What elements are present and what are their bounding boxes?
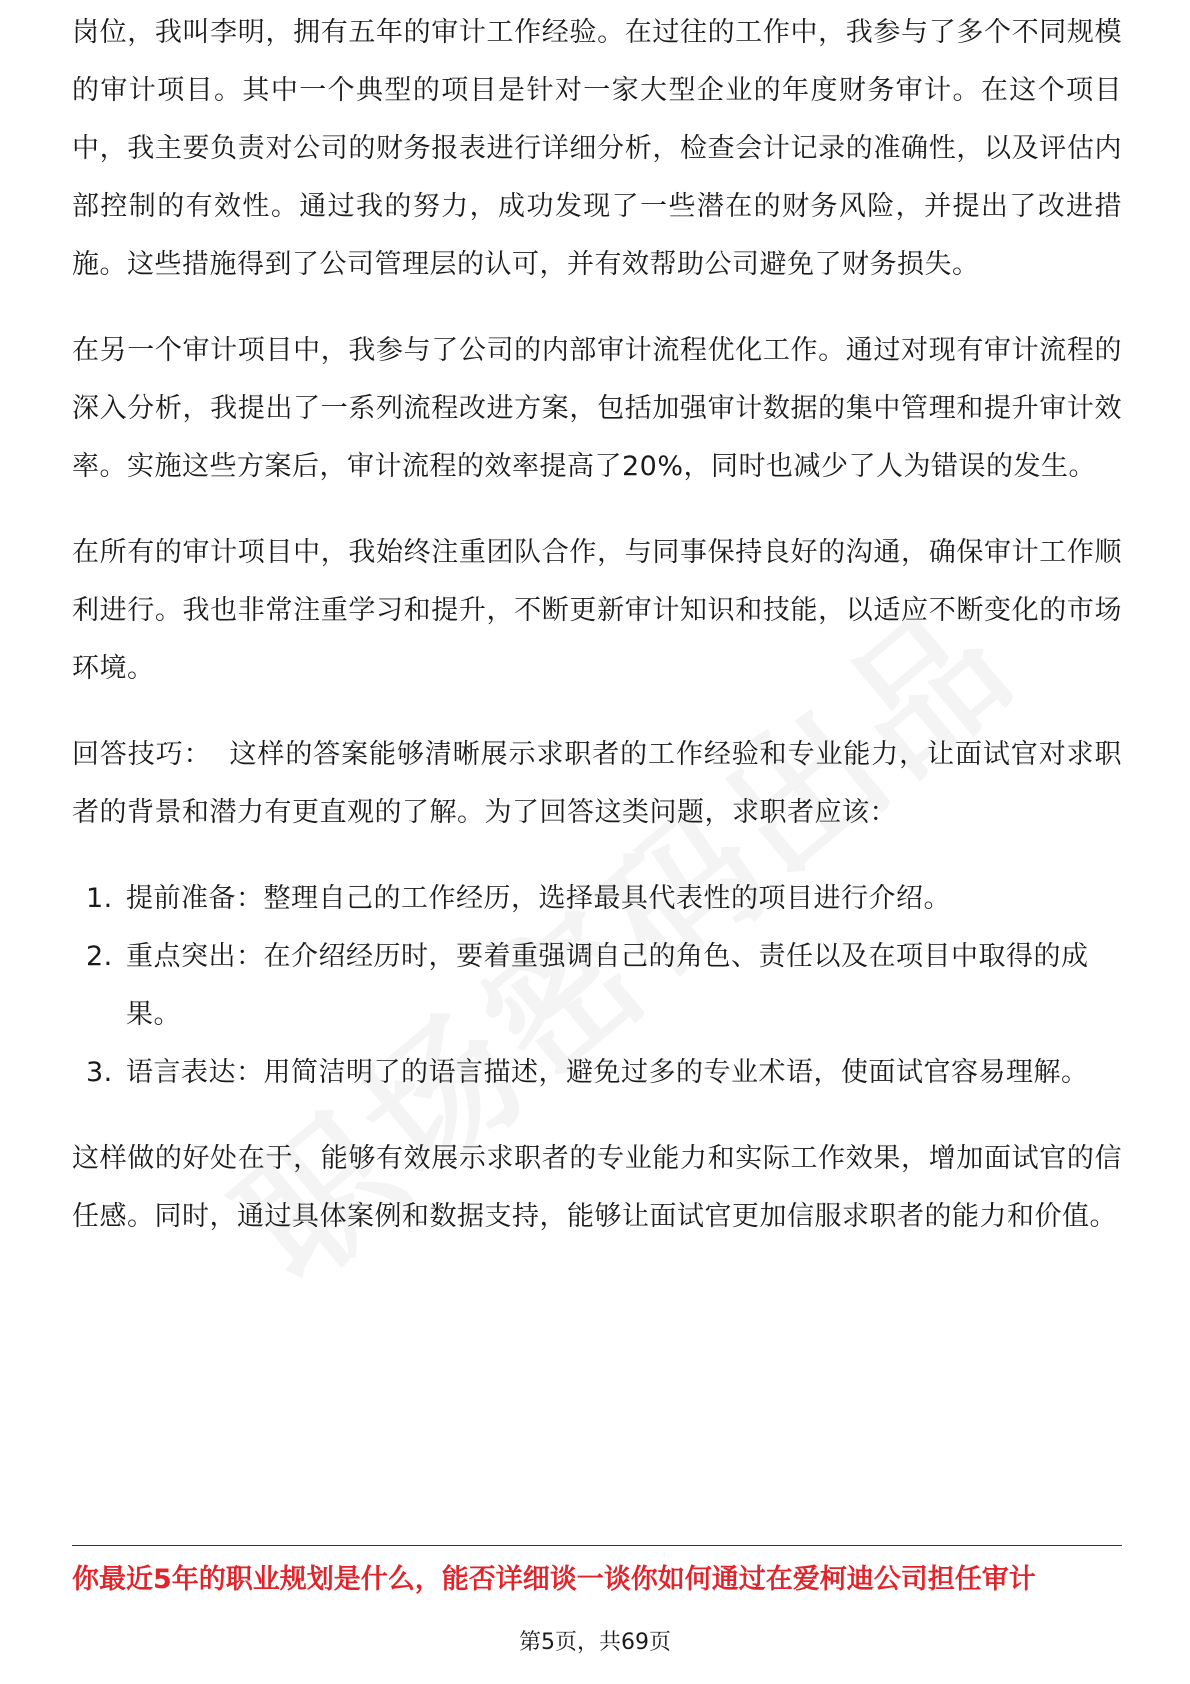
list-item-number: 1. <box>86 883 113 914</box>
section-divider <box>72 1545 1122 1546</box>
list-item <box>72 928 1122 1044</box>
list-item-number: 2. <box>86 941 113 972</box>
answer-paragraph-3: 在所有的审计项目中，我始终注重团队合作，与同事保持良好的沟通，确保审计工作顺利进行。我也非常注重学习和提升，不断更新审计知识和技能，以适应不断变化的市场环境。 <box>72 537 1122 684</box>
list-item <box>72 870 1122 928</box>
conclusion-paragraph: 这样做的好处在于，能够有效展示求职者的专业能力和实际工作效果，增加面试官的信任感。同时，通过具体案例和数据支持，能够让面试官更加信服求职者的能力和价值。 <box>72 1143 1122 1232</box>
next-question-heading: 你最近5年的职业规划是什么，能否详细谈一谈你如何通过在爱柯迪公司担任审计 <box>72 1564 1036 1595</box>
list-item-text: 语言表达：用简洁明了的语言描述，避免过多的专业术语，使面试官容易理解。 <box>126 1057 1089 1088</box>
page-number: 第5页，共69页 <box>519 1630 671 1655</box>
answer-body <box>72 17 1123 1274</box>
tips-paragraph <box>72 726 1122 842</box>
list-item-number: 3. <box>86 1057 113 1088</box>
answer-paragraph-1: 岗位，我叫李明，拥有五年的审计工作经验。在过往的工作中，我参与了多个不同规模的审计项目。其中一个典型的项目是针对一家大型企业的年度财务审计。在这个项目中，我主要负责对公司的财务报表进行详细分析，检查会计记录的准确性，以及评估内部控制的有效性。通过我的努力，成功发现了一些潜在的财务风险，并提出了改进措施。这些措施得到了公司管理层的认可，并有效帮助公司避免了财务损失。 <box>72 17 1122 280</box>
tips-list <box>72 870 1122 1102</box>
tips-intro: 这样的答案能够清晰展示求职者的工作经验和专业能力，让面试官对求职者的背景和潜力有更直观的了解。为了回答这类问题，求职者应该： <box>72 739 1123 828</box>
list-item-text: 提前准备：整理自己的工作经历，选择最具代表性的项目进行介绍。 <box>126 883 951 914</box>
list-item-text: 重点突出：在介绍经历时，要着重强调自己的角色、责任以及在项目中取得的成果。 <box>126 941 1089 1030</box>
tips-label: 回答技巧： <box>72 739 212 770</box>
list-item <box>72 1044 1122 1102</box>
answer-paragraph-2: 在另一个审计项目中，我参与了公司的内部审计流程优化工作。通过对现有审计流程的深入分析，我提出了一系列流程改进方案，包括加强审计数据的集中管理和提升审计效率。实施这些方案后，审计流程的效率提高了20%，同时也减少了人为错误的发生。 <box>72 335 1122 482</box>
